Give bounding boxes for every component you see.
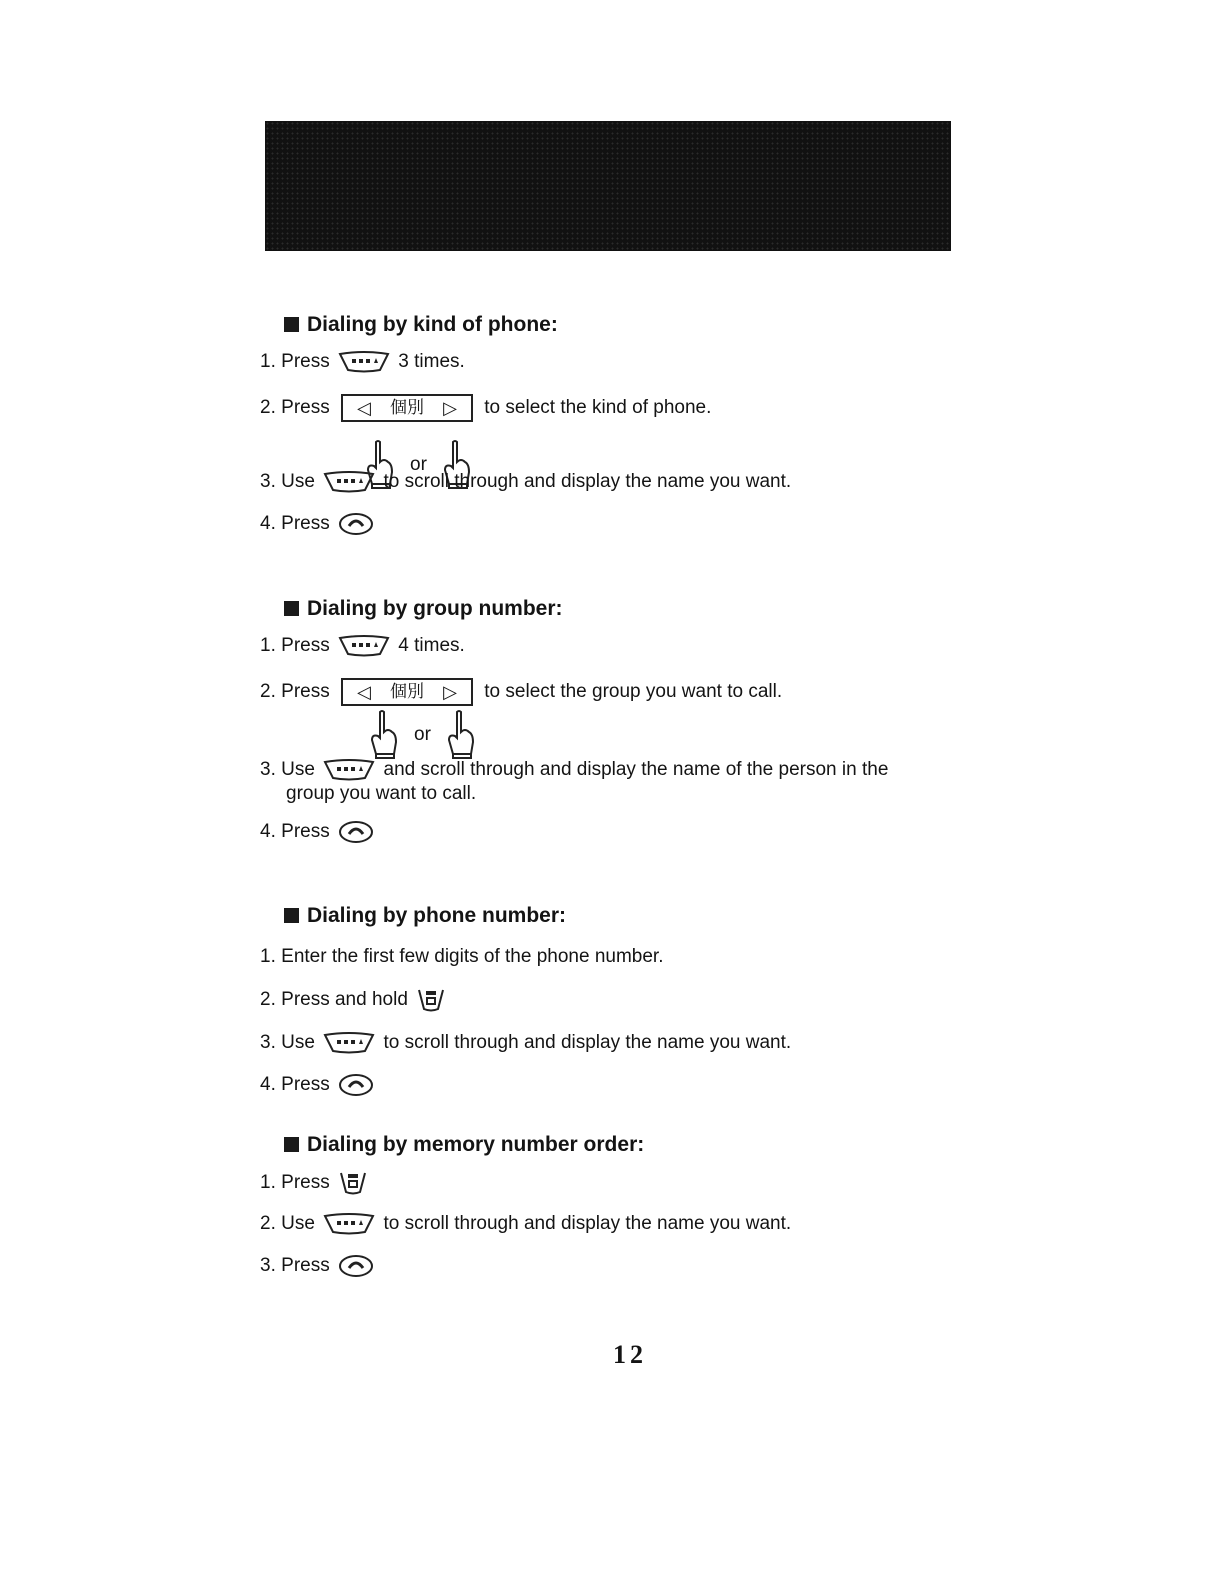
section-memory-number-order (260, 1132, 980, 1277)
group-select-key: ◁ 個別 ▷ (341, 394, 473, 422)
step-4: 4. Press (260, 1073, 980, 1097)
section-heading: Dialing by group number: (284, 596, 1004, 622)
section-heading: Dialing by kind of phone: (284, 312, 1004, 338)
hand-or-hand: or (364, 440, 473, 490)
step-4: 4. Press (260, 512, 980, 536)
memory-key-icon (338, 1170, 368, 1196)
call-key-icon (338, 820, 374, 844)
pointing-hand-icon (368, 710, 400, 760)
section-kind-of-phone (260, 312, 980, 535)
step-1: 1. Press 4 times. (260, 635, 465, 656)
bullet-square (284, 1137, 299, 1152)
bullet-square (284, 601, 299, 616)
step-2: 2. Use to scroll through and display the name you want. (260, 1213, 792, 1234)
step-3: 3. Use to scroll through and display the name you want. (260, 1032, 792, 1053)
section-heading: Dialing by memory number order: (284, 1132, 1004, 1158)
step-2: 2. Press ◁ 個別 ▷ to select the group you want to call. (260, 678, 980, 706)
call-key-icon (338, 1254, 374, 1278)
step-3: 3. Press (260, 1254, 980, 1278)
step-1: 1. Press 3 times. (260, 351, 465, 372)
step-1: 1. Enter the first few digits of the phone number. (260, 946, 664, 967)
bullet-square (284, 317, 299, 332)
scroll-key-icon (323, 1213, 375, 1235)
section-phone-number (260, 903, 980, 1096)
scroll-key-icon (338, 351, 390, 373)
section-heading: Dialing by phone number: (284, 903, 1004, 929)
call-key-icon (338, 1073, 374, 1097)
left-arrow-icon: ◁ (357, 682, 371, 702)
scroll-key-icon (323, 1032, 375, 1054)
pointing-hand-icon (445, 710, 477, 760)
left-arrow-icon: ◁ (357, 398, 371, 418)
scroll-key-icon (323, 759, 375, 781)
group-select-key: ◁ 個別 ▷ (341, 678, 473, 706)
step-1: 1. Press (260, 1170, 980, 1196)
right-arrow-icon: ▷ (443, 682, 457, 702)
step-2: 2. Press and hold (260, 987, 980, 1013)
bullet-square (284, 908, 299, 923)
page-number: 12 (613, 1340, 647, 1369)
step-3: 3. Use and scroll through and display the name of the person in the group you want to call. (260, 759, 889, 804)
right-arrow-icon: ▷ (443, 398, 457, 418)
call-key-icon (338, 512, 374, 536)
step-4: 4. Press (260, 820, 980, 844)
scroll-key-icon (338, 635, 390, 657)
step-3: 3. Use to scroll through and display the name you want. (260, 471, 792, 492)
scroll-key-icon (323, 471, 375, 493)
hand-or-hand: or (368, 710, 477, 760)
section-group-number (260, 596, 980, 843)
step-2: 2. Press ◁ 個別 ▷ to select the kind of phone. (260, 394, 980, 422)
memory-key-icon (416, 987, 446, 1013)
header-banner (265, 121, 951, 251)
